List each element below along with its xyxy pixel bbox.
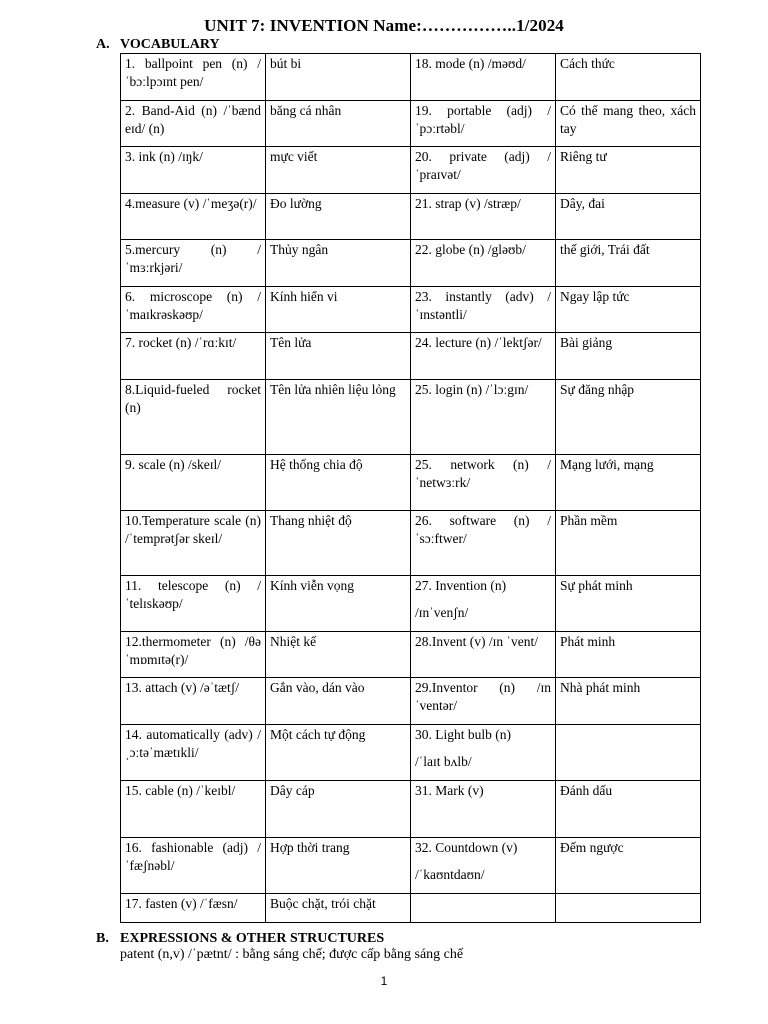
vocab-meaning-text: Dây cáp <box>270 783 315 798</box>
vocab-meaning <box>266 287 411 333</box>
vocab-word <box>121 455 266 511</box>
vocab-meaning <box>266 333 411 380</box>
vocab-word-text: 19. portable (adj) /ˈpɔːrtəbl/ <box>415 103 551 136</box>
vocab-meaning-text: bút bi <box>270 56 302 71</box>
vocab-meaning-text: Gắn vào, dán vào <box>270 680 365 695</box>
vocab-pronunciation: /ˈkaʊntdaʊn/ <box>415 867 485 882</box>
vocab-word-text: 7. rocket (n) /ˈrɑːkɪt/ <box>125 335 237 350</box>
vocab-word <box>121 333 266 380</box>
vocab-row <box>121 894 701 923</box>
vocab-word <box>121 725 266 781</box>
vocab-meaning-text: Tên lửa <box>270 335 312 350</box>
vocab-meaning <box>556 380 701 455</box>
vocab-row <box>121 678 701 725</box>
vocab-meaning <box>266 678 411 725</box>
vocab-word <box>411 725 556 781</box>
section-b-heading <box>96 931 384 947</box>
vocab-row <box>121 240 701 287</box>
vocab-word-text: 16. fashionable (adj) /ˈfæʃnəbl/ <box>125 840 261 873</box>
vocab-word-text: 9. scale (n) /skeɪl/ <box>125 457 221 472</box>
vocab-meaning <box>556 725 701 781</box>
vocab-meaning <box>266 240 411 287</box>
vocab-word-text: 8.Liquid-fueled rocket (n) <box>125 382 261 415</box>
vocab-meaning-text: Cách thức <box>560 56 615 71</box>
vocab-word-text: 27. Invention (n) <box>415 578 507 593</box>
vocab-word <box>411 894 556 923</box>
vocab-word <box>411 511 556 576</box>
vocab-word <box>411 287 556 333</box>
vocab-word <box>411 54 556 101</box>
vocab-row <box>121 576 701 632</box>
vocab-meaning-text: Thủy ngân <box>270 242 329 257</box>
vocab-meaning-text: thế giới, Trái đất <box>560 242 650 257</box>
vocab-meaning <box>266 576 411 632</box>
vocab-word-text: 29.Inventor (n) /ɪn ˈventər/ <box>415 680 551 713</box>
vocab-word-text: 18. mode (n) /məʊd/ <box>415 56 526 71</box>
vocab-word-text: 10.Temperature scale (n) /ˈtemprətʃər skeɪl/ <box>125 513 261 546</box>
vocab-word <box>121 54 266 101</box>
vocab-meaning-text: Đánh dấu <box>560 783 613 798</box>
vocab-meaning-text: Mạng lưới, mạng <box>560 457 654 472</box>
vocab-pronunciation: /ɪnˈvenʃn/ <box>415 605 469 620</box>
vocab-meaning <box>556 632 701 678</box>
vocab-word-text: 24. lecture (n) /ˈlektʃər/ <box>415 335 542 350</box>
vocab-word <box>411 781 556 838</box>
vocab-word <box>411 838 556 894</box>
vocab-word <box>411 678 556 725</box>
vocab-word <box>121 838 266 894</box>
vocab-meaning-text: băng cá nhân <box>270 103 342 118</box>
vocab-word-text: 11. telescope (n) /ˈtelɪskəʊp/ <box>125 578 261 611</box>
vocab-meaning-text: Tên lửa nhiên liệu lỏng <box>270 382 396 397</box>
vocab-word-text: 26. software (n) /ˈsɔːftwer/ <box>415 513 551 546</box>
vocab-word <box>411 632 556 678</box>
vocab-meaning-text: Nhà phát minh <box>560 680 641 695</box>
vocab-meaning <box>556 511 701 576</box>
vocab-meaning-text: Có thể mang theo, xách tay <box>560 103 696 136</box>
vocab-word <box>121 576 266 632</box>
vocab-meaning-text: Ngay lập tức <box>560 289 630 304</box>
vocab-meaning-text: Nhiệt kế <box>270 634 317 649</box>
vocab-meaning-text: Phần mềm <box>560 513 618 528</box>
vocab-word <box>121 781 266 838</box>
vocab-meaning <box>556 333 701 380</box>
vocab-pronunciation: /ˈlaɪt bʌlb/ <box>415 754 472 769</box>
vocab-row <box>121 455 701 511</box>
vocab-row <box>121 101 701 147</box>
vocab-meaning <box>266 632 411 678</box>
vocab-meaning-text: Riêng tư <box>560 149 607 164</box>
vocab-word-text: 4.measure (v) /ˈmeʒə(r)/ <box>125 196 257 211</box>
vocab-meaning-text: Sự phát minh <box>560 578 633 593</box>
vocab-word-text: 15. cable (n) /ˈkeɪbl/ <box>125 783 236 798</box>
vocab-meaning-text: Đếm ngược <box>560 840 624 855</box>
vocab-meaning-text: Buộc chặt, trói chặt <box>270 896 376 911</box>
vocab-meaning <box>556 455 701 511</box>
vocab-meaning-text: Hệ thống chia độ <box>270 457 363 472</box>
vocab-row <box>121 287 701 333</box>
vocab-word-text: 25. network (n) /ˈnetwɜːrk/ <box>415 457 551 490</box>
vocab-meaning <box>266 781 411 838</box>
vocabulary-table <box>120 53 701 923</box>
vocab-meaning <box>556 54 701 101</box>
section-b-letter: B. <box>96 931 109 946</box>
vocab-word-text: 12.thermometer (n) /θəˈmɒmɪtə(r)/ <box>125 634 261 667</box>
vocab-meaning <box>266 147 411 194</box>
vocab-word-text: 25. login (n) /ˈlɔːgɪn/ <box>415 382 529 397</box>
vocab-word-text: 32. Countdown (v) <box>415 840 518 855</box>
vocab-meaning <box>556 781 701 838</box>
vocab-meaning-text: Thang nhiệt độ <box>270 513 352 528</box>
vocab-word <box>121 101 266 147</box>
vocab-meaning <box>556 240 701 287</box>
vocab-meaning-text: Dây, đai <box>560 196 605 211</box>
vocab-row <box>121 147 701 194</box>
vocab-word <box>121 240 266 287</box>
vocab-word <box>121 894 266 923</box>
vocab-word <box>121 678 266 725</box>
vocab-word <box>121 287 266 333</box>
vocab-word <box>121 380 266 455</box>
vocab-row <box>121 632 701 678</box>
vocab-word-text: 20. private (adj) /ˈpraɪvət/ <box>415 149 551 182</box>
section-a-heading <box>96 37 220 53</box>
vocab-row <box>121 333 701 380</box>
vocab-meaning-text: mực viết <box>270 149 318 164</box>
vocab-meaning <box>556 678 701 725</box>
vocab-word <box>411 576 556 632</box>
vocab-word <box>411 101 556 147</box>
vocab-meaning <box>556 576 701 632</box>
vocab-meaning <box>556 147 701 194</box>
vocab-word <box>411 147 556 194</box>
vocab-meaning <box>556 194 701 240</box>
vocab-word-text: 13. attach (v) /əˈtætʃ/ <box>125 680 239 695</box>
vocab-meaning <box>266 894 411 923</box>
vocab-meaning <box>556 838 701 894</box>
vocab-word-text: 6. microscope (n) /ˈmaɪkrəskəʊp/ <box>125 289 261 322</box>
vocab-word-text: 17. fasten (v) /ˈfæsn/ <box>125 896 238 911</box>
vocab-word <box>411 240 556 287</box>
vocab-word-text: 2. Band-Aid (n) /ˈbænd eɪd/ (n) <box>125 103 261 136</box>
vocab-word-text: 22. globe (n) /gləʊb/ <box>415 242 526 257</box>
vocab-meaning-text: Phát minh <box>560 634 616 649</box>
vocab-word-text: 1. ballpoint pen (n) /ˈbɔːlpɔɪnt pen/ <box>125 56 261 89</box>
vocab-meaning <box>556 101 701 147</box>
vocab-word <box>121 511 266 576</box>
vocab-row <box>121 194 701 240</box>
vocab-row <box>121 511 701 576</box>
vocab-meaning-text: Kính hiển vi <box>270 289 338 304</box>
vocab-meaning <box>266 101 411 147</box>
page-number: 1 <box>380 974 388 988</box>
vocab-row <box>121 781 701 838</box>
vocab-word-text: 5.mercury (n) /ˈmɜːrkjəri/ <box>125 242 261 275</box>
vocab-meaning <box>266 380 411 455</box>
vocab-word-text: 31. Mark (v) <box>415 783 484 798</box>
expression-line: patent (n,v) /ˈpætnt/ : bằng sáng chế; được cấp bằng sáng chế <box>120 947 464 962</box>
vocab-word-text: 21. strap (v) /stræp/ <box>415 196 521 211</box>
vocab-word-text: 14. automatically (adv) /ˌɔːtəˈmætɪkli/ <box>125 727 261 760</box>
vocab-meaning-text: Hợp thời trang <box>270 840 350 855</box>
section-a-letter: A. <box>96 37 110 52</box>
section-a-label: VOCABULARY <box>120 37 220 52</box>
vocab-word <box>121 194 266 240</box>
vocab-word <box>411 333 556 380</box>
page-title: UNIT 7: INVENTION Name:……………..1/2024 <box>204 16 564 35</box>
vocab-meaning <box>266 54 411 101</box>
vocab-meaning <box>266 725 411 781</box>
vocab-meaning-text: Đo lường <box>270 196 322 211</box>
vocab-meaning-text: Một cách tự động <box>270 727 366 742</box>
vocab-row <box>121 54 701 101</box>
vocab-word <box>411 380 556 455</box>
vocab-row <box>121 838 701 894</box>
vocab-meaning-text: Sự đăng nhập <box>560 382 635 397</box>
vocab-word <box>411 194 556 240</box>
vocab-meaning <box>266 511 411 576</box>
vocab-meaning <box>266 838 411 894</box>
vocab-meaning <box>556 894 701 923</box>
vocab-meaning <box>266 194 411 240</box>
vocab-meaning <box>266 455 411 511</box>
vocab-row <box>121 725 701 781</box>
vocab-word <box>121 632 266 678</box>
vocab-word-text: 28.Invent (v) /ɪn ˈvent/ <box>415 634 538 649</box>
vocab-meaning-text: Kính viễn vọng <box>270 578 354 593</box>
vocab-word-text: 3. ink (n) /ɪŋk/ <box>125 149 203 164</box>
vocab-meaning <box>556 287 701 333</box>
vocab-word <box>121 147 266 194</box>
vocab-word-text: 23. instantly (adv) /ˈɪnstəntli/ <box>415 289 551 322</box>
vocab-word-text: 30. Light bulb (n) <box>415 727 511 742</box>
section-b-label: EXPRESSIONS & OTHER STRUCTURES <box>120 931 385 946</box>
vocab-word <box>411 455 556 511</box>
vocab-row <box>121 380 701 455</box>
vocab-meaning-text: Bài giảng <box>560 335 613 350</box>
